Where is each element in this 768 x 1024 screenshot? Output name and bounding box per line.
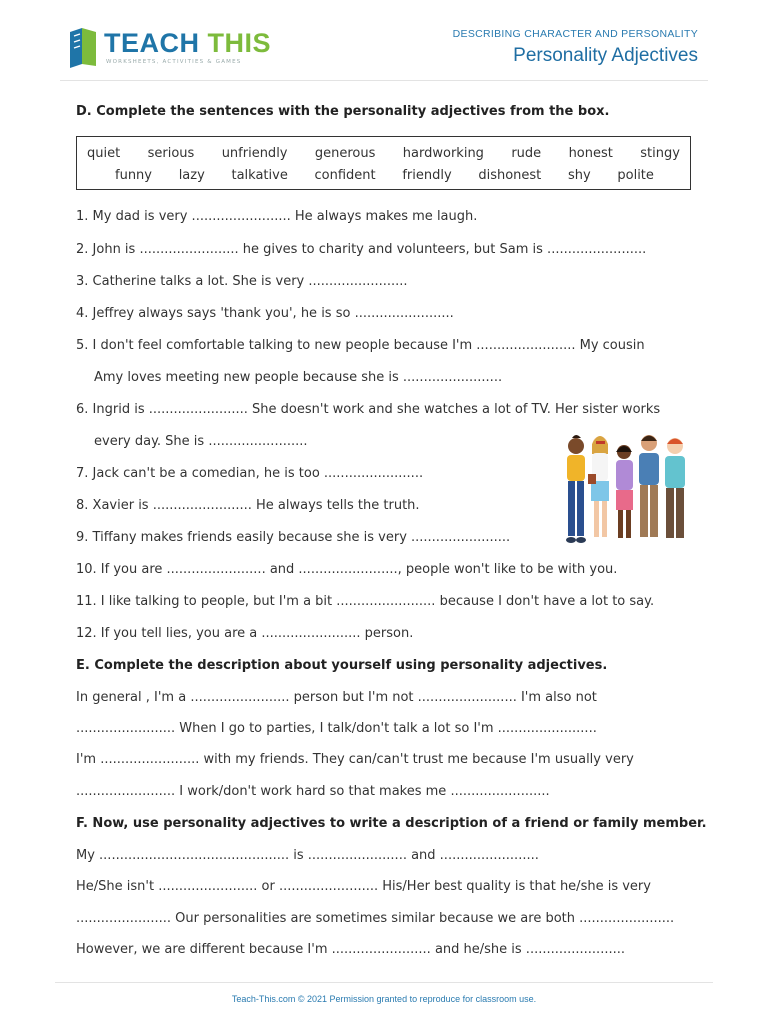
word-box-item: talkative bbox=[231, 168, 288, 183]
word-box-item: hardworking bbox=[402, 146, 484, 161]
sentence-1: 1. My dad is very ........................ He always makes me laugh. bbox=[76, 209, 478, 224]
sentence-7: 7. Jack can't be a comedian, he is too ........................ bbox=[76, 466, 424, 481]
section-e-title: E. Complete the description about yourself using personality adjectives. bbox=[76, 658, 608, 673]
sentence-6-continued: every day. She is ........................ bbox=[94, 434, 308, 449]
adjective-word-box bbox=[76, 136, 691, 190]
word-box-item: lazy bbox=[178, 168, 205, 183]
word-box-item: rude bbox=[511, 146, 542, 161]
word-box-row-1 bbox=[87, 146, 680, 161]
sentence-5: 5. I don't feel comfortable talking to new people because I'm ........................ My cousin bbox=[76, 338, 645, 353]
friend-description-line-1: My .............................................. is ........................ and ........................ bbox=[76, 848, 539, 863]
worksheet-category: DESCRIBING CHARACTER AND PERSONALITY bbox=[452, 28, 698, 40]
friend-description-line-4: However, we are different because I'm ........................ and he/she is ........................ bbox=[76, 942, 625, 957]
word-box-item: funny bbox=[115, 168, 152, 183]
word-box-item: friendly bbox=[402, 168, 452, 183]
word-box-item: generous bbox=[314, 146, 376, 161]
word-box-item: honest bbox=[568, 146, 613, 161]
self-description-line-4: ........................ I work/don't work hard so that makes me ........................ bbox=[76, 784, 550, 799]
word-box-item: serious bbox=[147, 146, 195, 161]
word-box-item: stingy bbox=[640, 146, 680, 161]
word-box-item: polite bbox=[617, 168, 654, 183]
friend-description-line-2: He/She isn't ........................ or ........................ His/Her best quality is that he/she is very bbox=[76, 879, 651, 894]
header-divider bbox=[60, 80, 708, 81]
sentence-4: 4. Jeffrey always says 'thank you', he is so ........................ bbox=[76, 306, 454, 321]
friend-description-line-3: ....................... Our personalities are sometimes similar because we are both ....................... bbox=[76, 911, 675, 926]
self-description-line-1: In general , I'm a ........................ person but I'm not ........................ I'm also not bbox=[76, 690, 597, 705]
group-of-people-illustration bbox=[558, 430, 693, 550]
logo-wordmark: TEACH THIS bbox=[104, 28, 272, 58]
section-d-title: D. Complete the sentences with the personality adjectives from the box. bbox=[76, 104, 610, 119]
word-box-item: shy bbox=[567, 168, 591, 183]
person-figure bbox=[639, 435, 659, 537]
word-box-item: quiet bbox=[87, 146, 121, 161]
person-figure bbox=[616, 445, 633, 538]
self-description-line-3: I'm ........................ with my friends. They can/can't trust me because I'm usually very bbox=[76, 752, 634, 767]
worksheet-title: Personality Adjectives bbox=[513, 45, 698, 66]
teach-this-logo bbox=[66, 26, 272, 72]
person-figure bbox=[566, 435, 586, 543]
word-box-item: unfriendly bbox=[221, 146, 288, 161]
person-figure bbox=[588, 436, 609, 537]
word-box-item: dishonest bbox=[478, 168, 542, 183]
footer-divider bbox=[55, 982, 713, 983]
sentence-12: 12. If you tell lies, you are a ........................ person. bbox=[76, 626, 414, 641]
self-description-line-2: ........................ When I go to parties, I talk/don't talk a lot so I'm ........................ bbox=[76, 721, 597, 736]
section-f-title: F. Now, use personality adjectives to write a description of a friend or family member. bbox=[76, 816, 707, 831]
sentence-6: 6. Ingrid is ........................ She doesn't work and she watches a lot of TV. Her sister works bbox=[76, 402, 661, 417]
sentence-5-continued: Amy loves meeting new people because she is ........................ bbox=[94, 370, 503, 385]
sentence-8: 8. Xavier is ........................ He always tells the truth. bbox=[76, 498, 420, 513]
sentence-11: 11. I like talking to people, but I'm a bit ........................ because I don't have a lot to say. bbox=[76, 594, 655, 609]
sentence-10: 10. If you are ........................ and ........................, people won't like to be with you. bbox=[76, 562, 618, 577]
word-box-item: confident bbox=[314, 168, 376, 183]
book-logo-icon bbox=[66, 26, 102, 68]
sentence-9: 9. Tiffany makes friends easily because she is very ........................ bbox=[76, 530, 511, 545]
sentence-3: 3. Catherine talks a lot. She is very ........................ bbox=[76, 274, 408, 289]
sentence-2: 2. John is ........................ he gives to charity and volunteers, but Sam is ........................ bbox=[76, 242, 647, 257]
person-figure bbox=[665, 438, 685, 538]
word-box-row-2 bbox=[115, 168, 654, 183]
logo-tagline: WORKSHEETS, ACTIVITIES & GAMES bbox=[106, 59, 242, 65]
copyright-footer: Teach-This.com © 2021 Permission granted to reproduce for classroom use. bbox=[231, 994, 537, 1004]
